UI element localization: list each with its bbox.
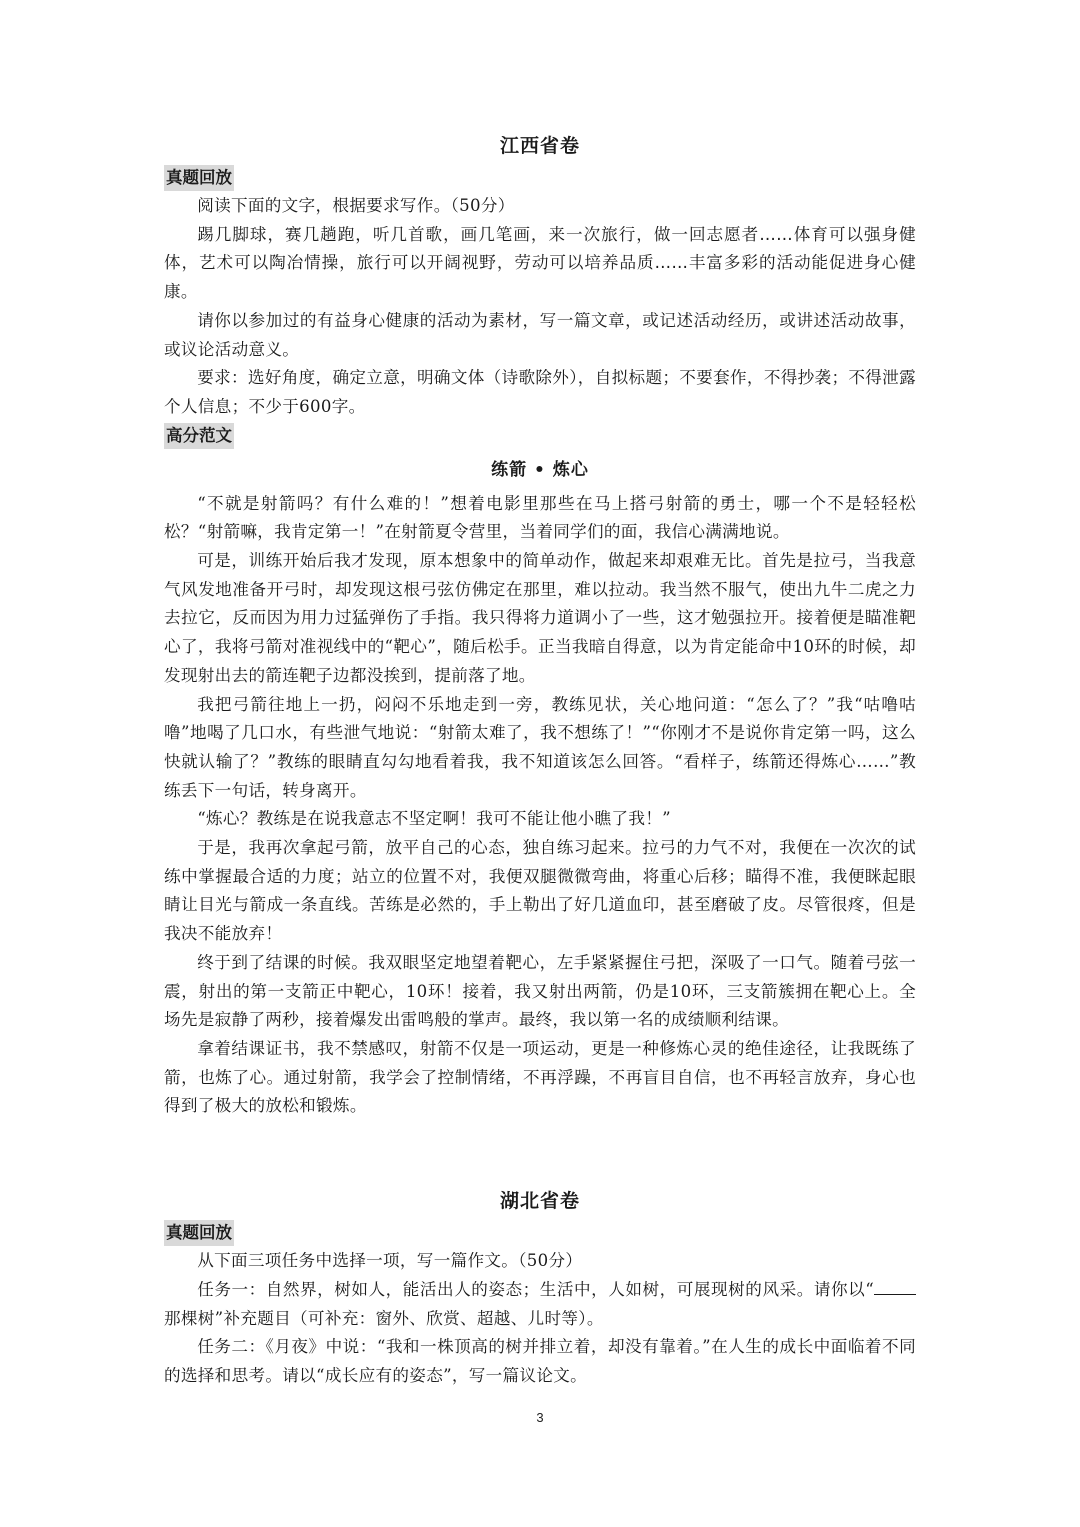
tag-question-jiangxi: 真题回放 [164, 165, 234, 191]
tag-row [164, 164, 916, 192]
tag-row [164, 422, 916, 450]
fill-in-blank [874, 1278, 916, 1295]
page-number: 3 [536, 1410, 544, 1425]
essay-paragraph: 于是，我再次拿起弓箭，放平自己的心态，独自练习起来。拉弓的力气不对，我便在一次次的试练中掌握最合适的力度；站立的位置不对，我便双腿微微弯曲，将重心后移；瞄得不准，我便眯起眼睛让目光与箭成一条直线。苦练是必然的，手上勒出了好几道血印，甚至磨破了皮。尽管很疼，但是我决不能放弃！ [164, 838, 916, 944]
essay-paragraph: “不就是射箭吗？有什么难的！”想着电影里那些在马上搭弓射箭的勇士，哪一个不是轻轻松松？“射箭嘛，我肯定第一！”在射箭夏令营里，当着同学们的面，我信心满满地说。 [164, 493, 916, 542]
section-spacer [164, 1121, 916, 1183]
question-paragraph: 要求：选好角度，确定立意，明确文体（诗歌除外），自拟标题；不要套作，不得抄袭；不得泄露个人信息；不少于600字。 [164, 368, 916, 416]
task-two-paragraph: 任务二：《月夜》中说：“我和一株顶高的树并排立着，却没有靠着。”在人生的成长中面临着不同的选择和思考。请以“成长应有的姿态”，写一篇议论文。 [164, 1337, 916, 1385]
section-title-jiangxi: 江西省卷 [499, 135, 580, 157]
essay-title: 练箭 • 炼心 [491, 459, 589, 480]
document-page [164, 128, 916, 1391]
tag-question-hubei: 真题回放 [164, 1220, 234, 1246]
essay-paragraph: 可是，训练开始后我才发现，原本想象中的简单动作，做起来却艰难无比。首先是拉弓，当我意气风发地准备开弓时，却发现这根弓弦仿佛定在那里，难以拉动。我当然不服气，使出九牛二虎之力去拉它，反而因为用力过猛弹伤了手指。我只得将力道调小了一些，这才勉强拉开。接着便是瞄准靶心了，我将弓箭对准视线中的“靶心”，随后松手。正当我暗自得意，以为肯定能命中10环的时候，却发现射出去的箭连靶子边都没挨到，提前落了地。 [164, 551, 916, 685]
essay-paragraph: “炼心？教练是在说我意志不坚定啊！我可不能让他小瞧了我！” [197, 809, 671, 829]
essay-paragraph: 我把弓箭往地上一扔，闷闷不乐地走到一旁，教练见状，关心地问道：“怎么了？”我“咕噜咕噜”地喝了几口水，有些泄气地说：“射箭太难了，我不想练了！”“你刚才不是说你肯定第一吗，这么快就认输了？”教练的眼睛直勾勾地看着我，我不知道该怎么回答。“看样子，练箭还得炼心……”教练丢下一句话，转身离开。 [164, 694, 916, 800]
tag-row [164, 1219, 916, 1247]
essay-paragraph: 拿着结课证书，我不禁感叹，射箭不仅是一项运动，更是一种修炼心灵的绝佳途径，让我既练了箭，也炼了心。通过射箭，我学会了控制情绪，不再浮躁，不再盲目自信，也不再轻言放弃，身心也得到了极大的放松和锻炼。 [164, 1038, 916, 1116]
section-title-hubei: 湖北省卷 [499, 1190, 580, 1213]
task-one-text-a: 任务一：自然界，树如人，能活出人的姿态；生活中，人如树，可展现树的风采。请你以“ [197, 1279, 874, 1299]
question-paragraph: 请你以参加过的有益身心健康的活动为素材，写一篇文章，或记述活动经历，或讲述活动故事，或议论活动意义。 [164, 310, 916, 359]
question-paragraph: 阅读下面的文字，根据要求写作。（50分） [197, 196, 515, 215]
question-paragraph: 踢几脚球，赛几趟跑，听几首歌，画几笔画，来一次旅行，做一回志愿者……体育可以强身健体，艺术可以陶冶情操，旅行可以开阔视野，劳动可以培养品质……丰富多彩的活动能促进身心健康。 [164, 224, 916, 302]
task-one-text-b: 那棵树”补充题目（可补充：窗外、欣赏、超越、儿时等）。 [164, 1308, 604, 1328]
essay-paragraph: 终于到了结课的时候。我双眼坚定地望着靶心，左手紧紧握住弓把，深吸了一口气。随着弓弦一震，射出的第一支箭正中靶心，10环！接着，我又射出两箭，仍是10环，三支箭簇拥在靶心上。全场先是寂静了两秒，接着爆发出雷鸣般的掌声。最终，我以第一名的成绩顺利结课。 [164, 952, 916, 1030]
question-intro: 从下面三项任务中选择一项，写一篇作文。（50分） [197, 1251, 583, 1271]
tag-essay-jiangxi: 高分范文 [164, 423, 234, 449]
task-one-paragraph [164, 1276, 916, 1333]
